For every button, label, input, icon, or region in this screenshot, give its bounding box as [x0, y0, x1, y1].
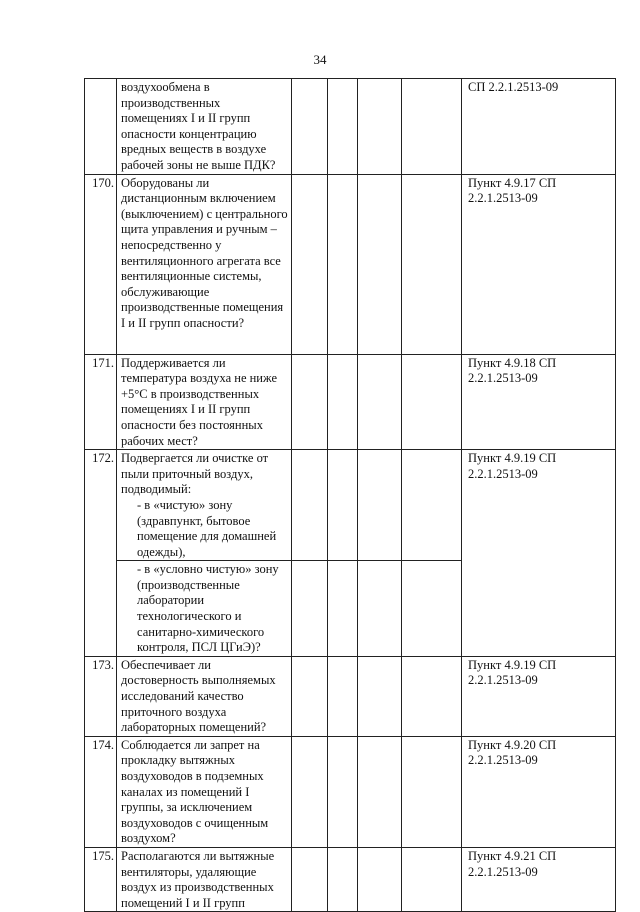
answer-cell[interactable] — [402, 736, 462, 847]
question-text: Располагаются ли вытяжные вентиляторы, удаляющие воздух из производственных помещений I и II групп — [117, 847, 292, 911]
table-row — [85, 79, 616, 175]
answer-cell[interactable] — [402, 174, 462, 354]
question-subitem: - в «условно чистую» зону (производственные лаборатории технологического и санитарно-химического контроля, ПСЛ ЦГиЭ)? — [137, 562, 282, 655]
item-number: 173. — [85, 656, 117, 736]
item-number: 174. — [85, 736, 117, 847]
question-text: воздухообмена в производственных помещениях I и II групп опасности концентрацию вредных веществ в воздухе рабочей зоны не выше ПДК? — [117, 79, 292, 175]
answer-cell[interactable] — [292, 847, 328, 911]
answer-cell[interactable] — [328, 561, 358, 657]
table-row — [85, 847, 616, 911]
item-number: 170. — [85, 174, 117, 354]
table-row — [85, 354, 616, 450]
table-row — [85, 656, 616, 736]
answer-cell[interactable] — [292, 354, 328, 450]
answer-cell[interactable] — [328, 736, 358, 847]
question-text: Обеспечивает ли достоверность выполняемых исследований качество приточного воздуха лабораторных помещений? — [117, 656, 292, 736]
item-number: 171. — [85, 354, 117, 450]
item-number — [85, 79, 117, 175]
table-row — [85, 736, 616, 847]
question-intro: Подвергается ли очистке от пыли приточный воздух, подводимый: — [121, 451, 272, 497]
answer-cell[interactable] — [292, 79, 328, 175]
question-text — [117, 450, 292, 561]
answer-cell[interactable] — [358, 174, 402, 354]
reference-text: Пункт 4.9.19 СП 2.2.1.2513-09 — [462, 656, 616, 736]
answer-cell[interactable] — [328, 354, 358, 450]
reference-text: Пункт 4.9.17 СП 2.2.1.2513-09 — [462, 174, 616, 354]
reference-text: Пункт 4.9.18 СП 2.2.1.2513-09 — [462, 354, 616, 450]
answer-cell[interactable] — [292, 450, 328, 561]
answer-cell[interactable] — [402, 656, 462, 736]
answer-cell[interactable] — [402, 561, 462, 657]
answer-cell[interactable] — [328, 847, 358, 911]
answer-cell[interactable] — [358, 736, 402, 847]
answer-cell[interactable] — [402, 79, 462, 175]
item-number: 172. — [85, 450, 117, 657]
checklist-table — [84, 78, 616, 912]
question-text — [117, 561, 292, 657]
answer-cell[interactable] — [358, 354, 402, 450]
answer-cell[interactable] — [328, 174, 358, 354]
reference-text: Пункт 4.9.20 СП 2.2.1.2513-09 — [462, 736, 616, 847]
table-row — [85, 174, 616, 354]
item-number: 175. — [85, 847, 117, 911]
answer-cell[interactable] — [358, 847, 402, 911]
answer-cell[interactable] — [328, 450, 358, 561]
answer-cell[interactable] — [292, 561, 328, 657]
reference-text: СП 2.2.1.2513-09 — [462, 79, 616, 175]
reference-text: Пункт 4.9.21 СП 2.2.1.2513-09 — [462, 847, 616, 911]
answer-cell[interactable] — [358, 79, 402, 175]
answer-cell[interactable] — [402, 354, 462, 450]
question-text: Поддерживается ли температура воздуха не ниже +5°C в производственных помещениях I и II групп опасности без постоянных рабочих мест? — [117, 354, 292, 450]
answer-cell[interactable] — [328, 79, 358, 175]
page-number: 34 — [313, 52, 327, 67]
answer-cell[interactable] — [292, 174, 328, 354]
answer-cell[interactable] — [358, 561, 402, 657]
answer-cell[interactable] — [292, 736, 328, 847]
answer-cell[interactable] — [328, 656, 358, 736]
answer-cell[interactable] — [358, 656, 402, 736]
answer-cell[interactable] — [402, 450, 462, 561]
table-row — [85, 450, 616, 561]
question-subitem: - в «чистую» зону (здравпункт, бытовое помещение для домашней одежды), — [137, 497, 280, 559]
answer-cell[interactable] — [292, 656, 328, 736]
question-text: Оборудованы ли дистанционным включением (выключением) с центрального щита управления и ручным – непосредственно у вентиляционного агрегата все вентиляционные системы, обслуживающие производственные помещения I и II групп опасности? — [117, 174, 292, 354]
answer-cell[interactable] — [402, 847, 462, 911]
reference-text: Пункт 4.9.19 СП 2.2.1.2513-09 — [462, 450, 616, 657]
question-text: Соблюдается ли запрет на прокладку вытяжных воздуховодов в подземных каналах из помещений I группы, за исключением воздуховодов с очищенным воздухом? — [117, 736, 292, 847]
answer-cell[interactable] — [358, 450, 402, 561]
